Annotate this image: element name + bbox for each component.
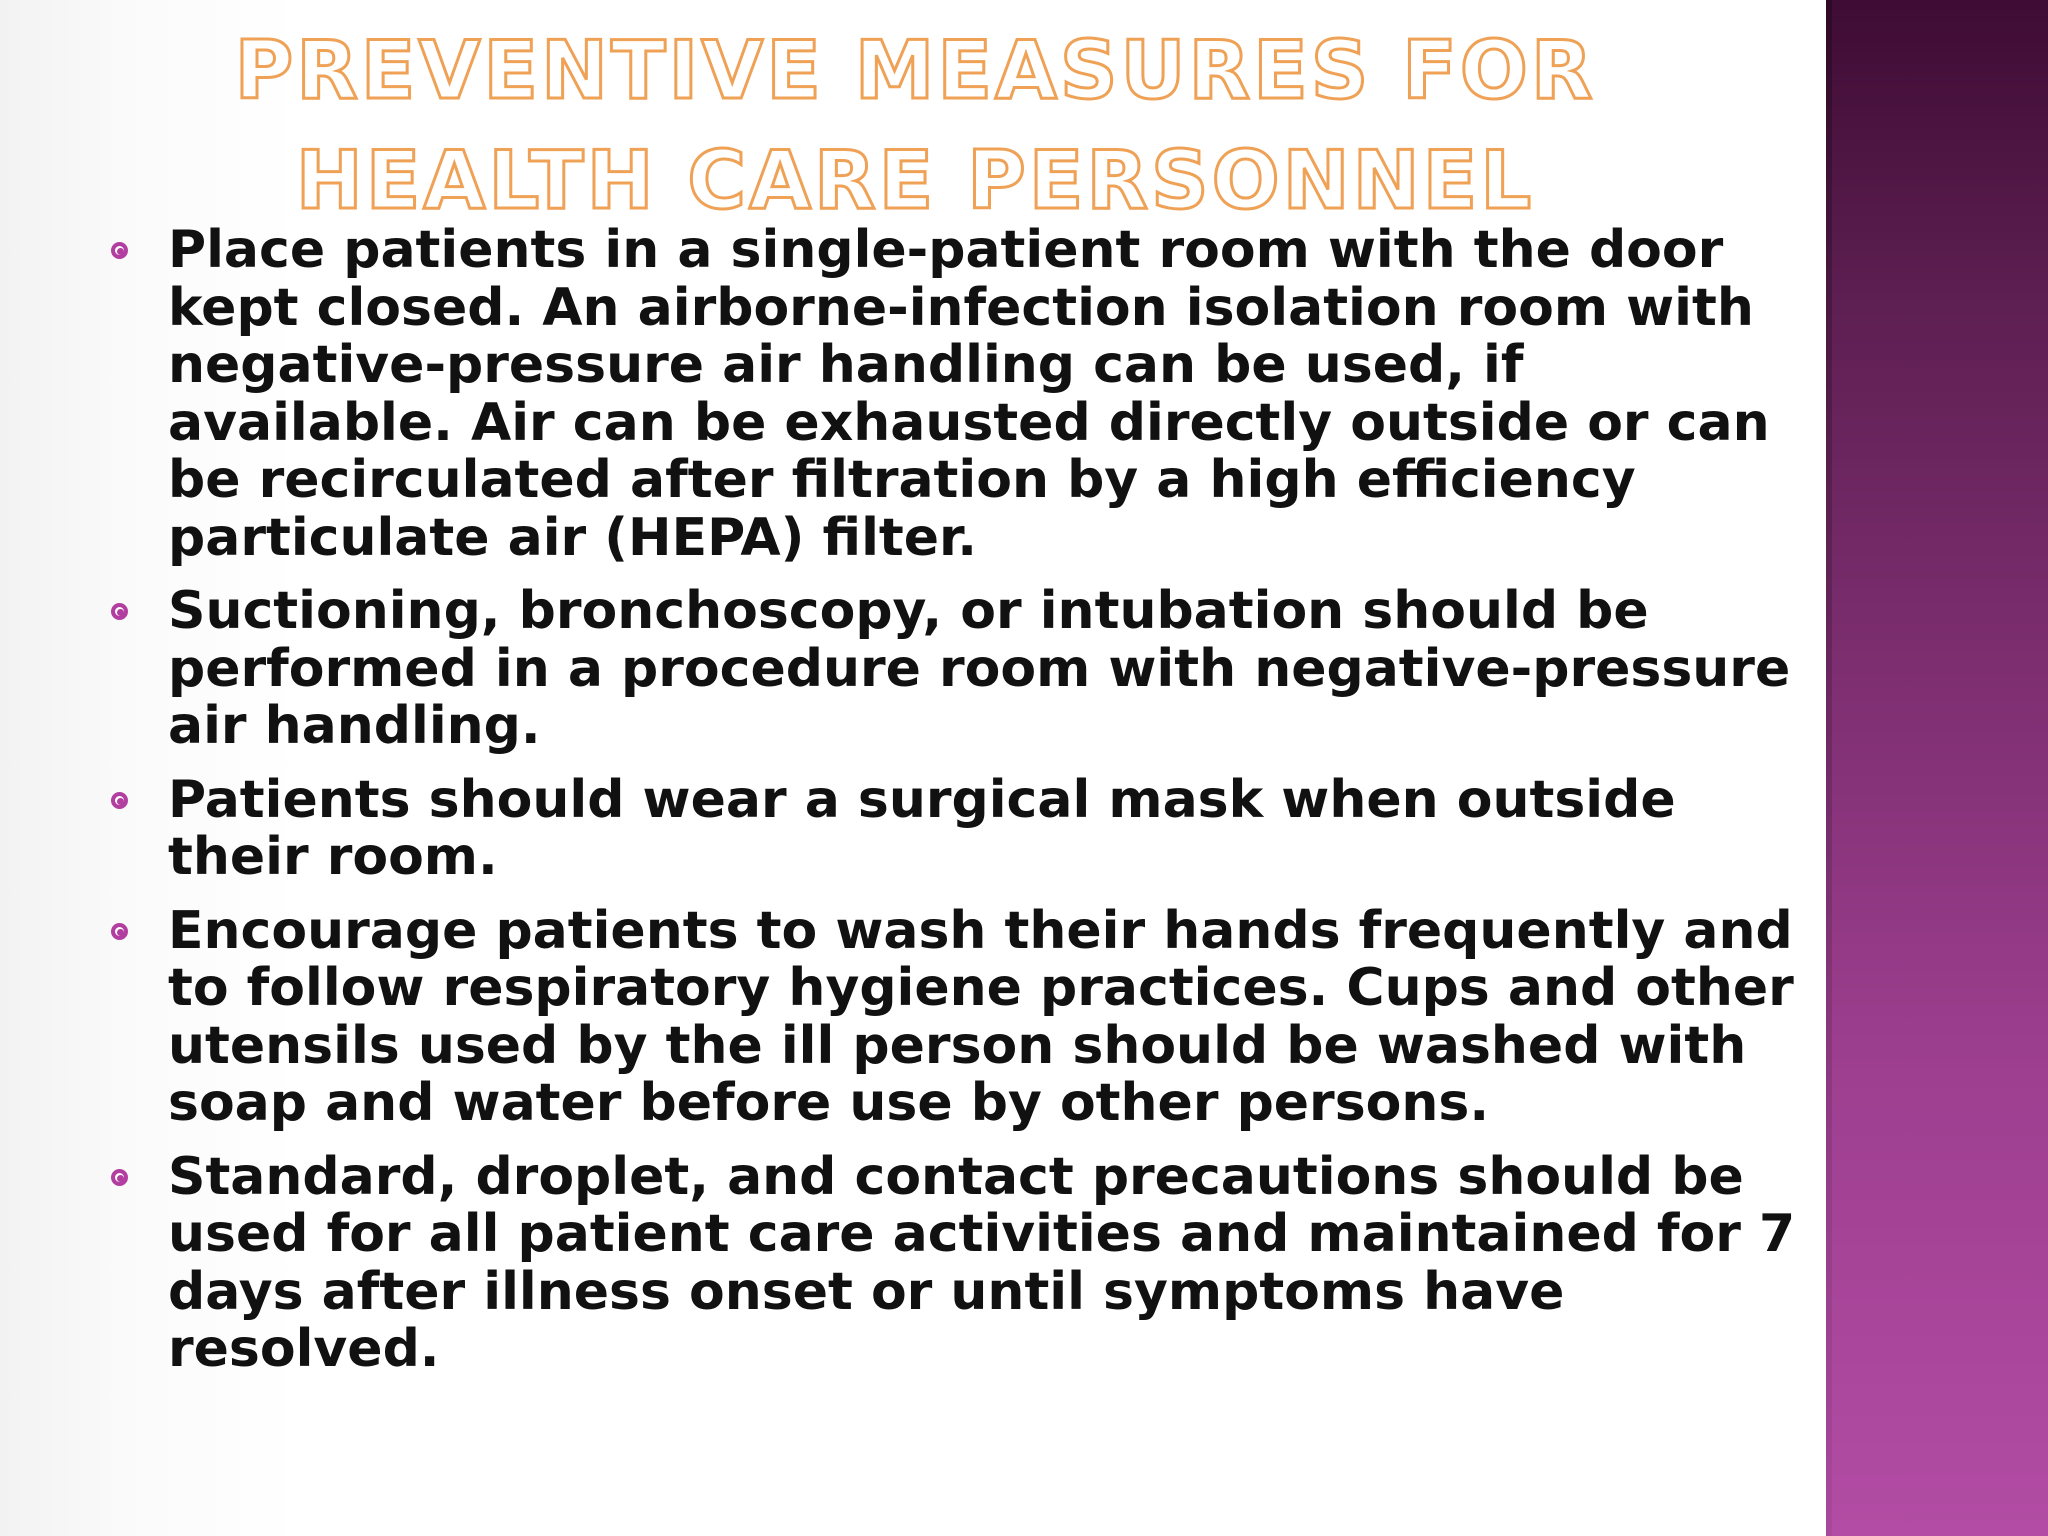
bullet-item: [100, 222, 1820, 567]
bullet-text: Patients should wear a surgical mask when outside their room.: [168, 769, 1676, 887]
circle-dot-icon: [111, 1169, 128, 1186]
bullet-item: [100, 1146, 1820, 1379]
bullet-text: Place patients in a single-patient room with the door kept closed. An airborne-infection isolation room with negative-pressure air handling can be used, if available. Air can be exhausted directly outside or can be recirculated after filtration by a high efficiency particulate air (HEPA) filter.: [168, 220, 1770, 568]
slide-title: PREVENTIVE MEASURES FOR HEALTH CARE PERSONNEL: [234, 24, 1596, 227]
bullet-text: Encourage patients to wash their hands frequently and to follow respiratory hygiene practices. Cups and other utensils used by the ill person should be washed with soap and water before use by other persons.: [168, 900, 1794, 1133]
circle-dot-icon: [111, 923, 128, 940]
decorative-side-band: [1826, 0, 2048, 1536]
circle-dot-icon: [111, 603, 128, 620]
bullet-list: [100, 222, 1820, 1395]
circle-dot-icon: [111, 792, 128, 809]
bullet-text: Suctioning, bronchoscopy, or intubation should be performed in a procedure room with negative-pressure air handling.: [168, 581, 1791, 756]
bullet-item: [100, 900, 1820, 1133]
circle-dot-icon: [111, 242, 128, 259]
bullet-item: [100, 769, 1820, 887]
bullet-text: Standard, droplet, and contact precautions should be used for all patient care activities and maintained for 7 days after illness onset or until symptoms have resolved.: [168, 1146, 1796, 1379]
bullet-item: [100, 583, 1820, 756]
